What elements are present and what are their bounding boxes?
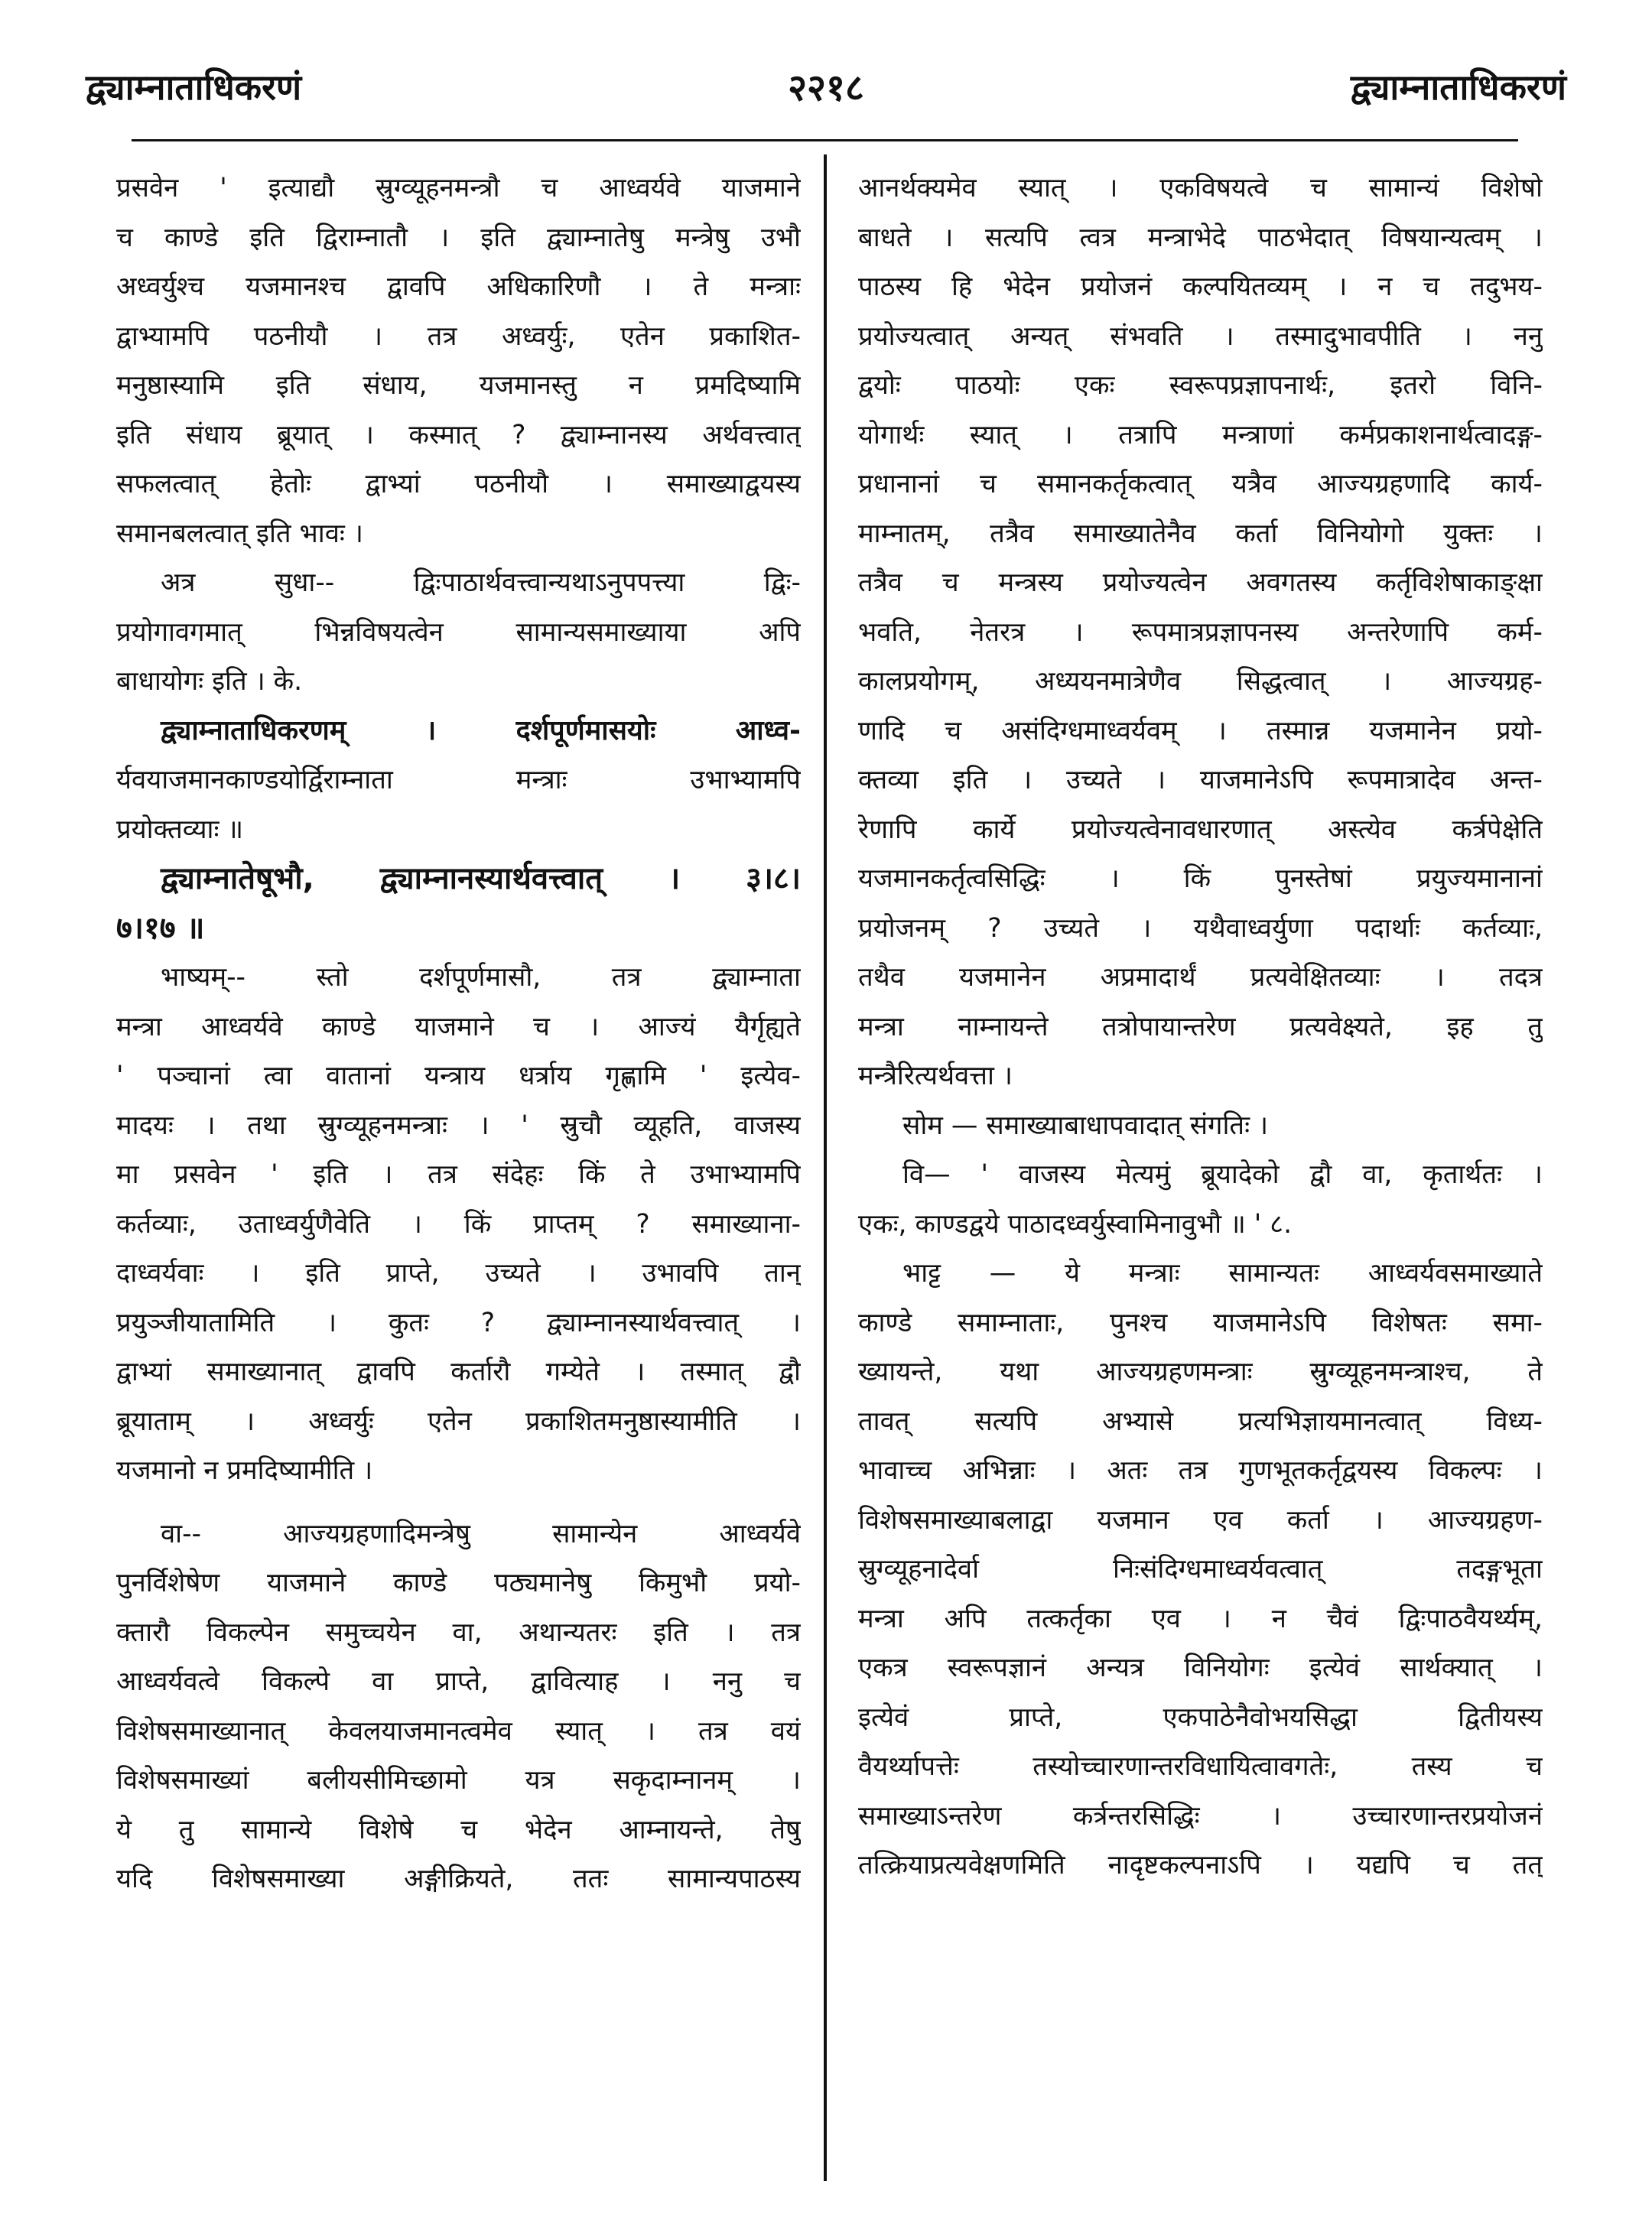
text-line: रेणापि कार्ये प्रयोज्यत्वेनावधारणात् अस्त्येव कर्त्रपेक्षेति: [858, 814, 1543, 845]
text-line: र्यवयाजमानकाण्डयोर्द्विराम्नाता मन्त्राः उभाभ्यामपि: [116, 765, 801, 795]
text-line: अत्र सुधा-- द्विःपाठार्थवत्त्वान्यथाऽनुपपत्त्या द्विः-: [161, 567, 801, 598]
text-line: मा प्रसवेन ' इति । तत्र संदेहः किं ते उभाभ्यामपि: [116, 1159, 801, 1190]
text-line: क्तारौ विकल्पेन समुच्चयेन वा, अथान्यतरः इति । तत्र: [116, 1617, 801, 1648]
text-line: ये तु सामान्ये विशेषे च भेदेन आम्नायन्ते, तेषु: [116, 1814, 801, 1845]
header-rule: [132, 139, 1518, 141]
text-line: आध्वर्यवत्वे विकल्पे वा प्राप्ते, द्वावित्याह । ननु च: [116, 1666, 801, 1697]
text-line: यजमानो न प्रमदिष्यामीति ।: [116, 1455, 373, 1486]
text-line: प्रसवेन ' इत्याद्यौ स्रुग्व्यूहनमन्त्रौ च आध्वर्यवे याजमाने: [116, 173, 801, 203]
text-line: ख्यायन्ते, यथा आज्यग्रहणमन्त्राः स्रुग्व्यूहनमन्त्राश्च, ते: [858, 1357, 1543, 1387]
text-line: तत्क्रियाप्रत्यवेक्षणमिति नादृष्टकल्पनाऽपि । यद्यपि च तत्: [858, 1850, 1543, 1880]
text-line: समानबलत्वात् इति भावः ।: [116, 518, 363, 549]
text-line: पाठस्य हि भेदेन प्रयोजनं कल्पयितव्यम् । न च तदुभय-: [858, 271, 1543, 302]
text-line: भवति, नेतरत्र । रूपमात्रप्रज्ञापनस्य अन्तरेणापि कर्म-: [858, 616, 1543, 648]
text-line: सफलत्वात् हेतोः द्वाभ्यां पठनीयौ । समाख्याद्वयस्य: [116, 469, 801, 499]
text-line: ब्रूयाताम् । अध्वर्युः एतेन प्रकाशितमनुष्ठास्यामीति ।: [116, 1406, 801, 1437]
column-divider: [824, 154, 827, 2181]
text-line: प्रयुञ्जीयातामिति । कुतः ? द्व्याम्नानस्यार्थवत्त्वात् ।: [116, 1307, 801, 1338]
text-line: प्रधानानां च समानकर्तृकत्वात् यत्रैव आज्यग्रहणादि कार्य-: [858, 469, 1543, 499]
sutra-number: ७।१७ ॥: [116, 910, 205, 946]
text-line: सोम — समाख्याबाधापवादात् संगतिः ।: [902, 1110, 1269, 1141]
text-line: यजमानकर्तृत्वसिद्धिः । किं पुनस्तेषां प्रयुज्यमानानां: [858, 863, 1543, 894]
text-line: योगार्थः स्यात् । तत्रापि मन्त्राणां कर्मप्रकाशनार्थत्वादङ्ग-: [858, 419, 1543, 450]
text-line: द्वयोः पाठयोः एकः स्वरूपप्रज्ञापनार्थः, इतरो विनि-: [858, 370, 1543, 401]
text-line: वैयर्थ्यापत्तेः तस्योच्चारणान्तरविधायित्वावगतेः, तस्य च: [858, 1751, 1543, 1782]
text-line: तावत् सत्यपि अभ्यासे प्रत्यभिज्ञायमानत्वात् विध्य-: [858, 1406, 1543, 1437]
text-line: प्रयोज्यत्वात् अन्यत् संभवति । तस्मादुभावपीति । ननु: [858, 320, 1543, 352]
text-line: स्रुग्व्यूहनादेर्वा निःसंदिग्धमाध्वर्यवत्वात् तदङ्गभूता: [858, 1554, 1543, 1585]
right-column: [858, 164, 1543, 1890]
text-line: मन्त्रा आध्वर्यवे काण्डे याजमाने च । आज्यं यैर्गृह्यते: [116, 1011, 801, 1042]
text-line: वा-- आज्यग्रहणादिमन्त्रेषु सामान्येन आध्वर्यवे: [161, 1518, 801, 1549]
left-column: [116, 164, 801, 1904]
text-line: समाख्याऽन्तरेण कर्त्रन्तरसिद्धिः । उच्चारणान्तरप्रयोजनं: [858, 1800, 1543, 1832]
text-line: काण्डे समाम्नाताः, पुनश्च याजमानेऽपि विशेषतः समा-: [858, 1307, 1543, 1338]
text-line: एकः, काण्डद्वये पाठादध्वर्युस्वामिनावुभौ ॥ ' ८.: [858, 1208, 1293, 1240]
text-line: बाधायोगः इति । के.: [116, 666, 303, 697]
text-line: एकत्र स्वरूपज्ञानं अन्यत्र विनियोगः इत्येवं सार्थक्यात् ।: [858, 1653, 1543, 1683]
text-line: मन्त्रा नाम्नायन्ते तत्रोपायान्तरेण प्रत्यवेक्ष्यते, इह तु: [858, 1011, 1543, 1042]
text-line: इति संधाय ब्रूयात् । कस्मात् ? द्व्याम्नानस्य अर्थवत्त्वात्: [116, 419, 801, 450]
text-line: मादयः । तथा स्रुग्व्यूहनमन्त्राः । ' स्रुचौ व्यूहति, वाजस्य: [116, 1110, 801, 1141]
text-line: द्वाभ्यां समाख्यानात् द्वावपि कर्तारौ गम्येते । तस्मात् द्वौ: [116, 1357, 801, 1387]
text-line: णादि च असंदिग्धमाध्वर्यवम् । तस्मान्न यजमानेन प्रयो-: [858, 715, 1543, 746]
text-line: भावाच्च अभिन्नाः । अतः तत्र गुणभूतकर्तृद्वयस्य विकल्पः ।: [858, 1455, 1543, 1486]
text-line: अध्वर्युश्च यजमानश्च द्वावपि अधिकारिणौ । ते मन्त्राः: [116, 271, 801, 302]
text-line: पुनर्विशेषेण याजमाने काण्डे पठ्यमानेषु किमुभौ प्रयो-: [116, 1568, 801, 1598]
text-line: विशेषसमाख्यानात् केवलयाजमानत्वमेव स्यात् । तत्र वयं: [116, 1715, 801, 1747]
text-line: आनर्थक्यमेव स्यात् । एकविषयत्वे च सामान्यं विशेषो: [858, 173, 1543, 203]
running-head-right: द्व्याम्नाताधिकरणं: [1350, 67, 1566, 108]
text-line: च काण्डे इति द्विराम्नातौ । इति द्व्याम्नातेषु मन्त्रेषु उभौ: [116, 222, 801, 253]
text-line: भाष्यम्-- स्तो दर्शपूर्णमासौ, तत्र द्व्याम्नाता: [161, 962, 801, 993]
text-line: प्रयोक्तव्याः ॥: [116, 814, 244, 845]
text-line: दाध्वर्यवाः । इति प्राप्ते, उच्यते । उभावपि तान्: [116, 1258, 801, 1289]
text-line: क्तव्या इति । उच्यते । याजमानेऽपि रूपमात्रादेव अन्त-: [858, 765, 1543, 795]
text-line: माम्नातम्, तत्रैव समाख्यातेनैव कर्ता विनियोगो युक्तः ।: [858, 518, 1543, 549]
text-line: कालप्रयोगम्, अध्ययनमात्रेणैव सिद्धत्वात् । आज्यग्रह-: [858, 666, 1543, 697]
page-number: २२१८: [788, 67, 864, 109]
text-line: प्रयोगावगमात् भिन्नविषयत्वेन सामान्यसमाख्याया अपि: [116, 616, 801, 648]
running-head-left: द्व्याम्नाताधिकरणं: [86, 67, 302, 108]
text-line: मन्त्रा अपि तत्कर्तृका एव । न चैवं द्विःपाठवैयर्थ्यम्,: [858, 1603, 1543, 1634]
text-line: बाधते । सत्यपि त्वत्र मन्त्राभेदे पाठभेदात् विषयान्यत्वम् ।: [858, 222, 1543, 253]
text-line: भाट्ट — ये मन्त्राः सामान्यतः आध्वर्यवसमाख्याते: [902, 1258, 1543, 1289]
text-line: मन्त्रैरित्यर्थवत्ता ।: [858, 1061, 1013, 1091]
text-line: तथैव यजमानेन अप्रमादार्थं प्रत्यवेक्षितव्याः । तदत्र: [858, 962, 1543, 993]
text-line: तत्रैव च मन्त्रस्य प्रयोज्यत्वेन अवगतस्य कर्तृविशेषाकाङ्क्षा: [858, 567, 1543, 598]
section-heading: द्व्याम्नाताधिकरणम् । दर्शपूर्णमासयोः आध्व-: [161, 714, 801, 746]
text-line: वि— ' वाजस्य मेत्यमुं ब्रूयादेको द्वौ वा, कृतार्थतः ।: [902, 1159, 1543, 1190]
text-line: इत्येवं प्राप्ते, एकपाठेनैवोभयसिद्धा द्वितीयस्य: [858, 1702, 1543, 1733]
sutra-text: द्व्याम्नातेषूभौ, द्व्याम्नानस्यार्थवत्त्वात् । ३।८।: [161, 861, 801, 896]
text-line: विशेषसमाख्याबलाद्वा यजमान एव कर्ता । आज्यग्रहण-: [858, 1504, 1543, 1536]
text-line: प्रयोजनम् ? उच्यते । यथैवाध्वर्युणा पदार्थाः कर्तव्याः,: [858, 912, 1543, 944]
text-line: मनुष्ठास्यामि इति संधाय, यजमानस्तु न प्रमदिष्यामि: [116, 370, 801, 401]
text-line: यदि विशेषसमाख्या अङ्गीक्रियते, ततः सामान्यपाठस्य: [116, 1864, 801, 1894]
text-line: ' पञ्चानां त्वा वातानां यन्त्राय धर्त्राय गृह्णामि ' इत्येव-: [116, 1061, 801, 1091]
text-line: कर्तव्याः, उताध्वर्युणैवेति । किं प्राप्तम् ? समाख्याना-: [116, 1208, 801, 1240]
text-line: विशेषसमाख्यां बलीयसीमिच्छामो यत्र सकृदाम्नानम् ।: [116, 1765, 801, 1796]
text-line: द्वाभ्यामपि पठनीयौ । तत्र अध्वर्युः, एतेन प्रकाशित-: [116, 320, 801, 352]
